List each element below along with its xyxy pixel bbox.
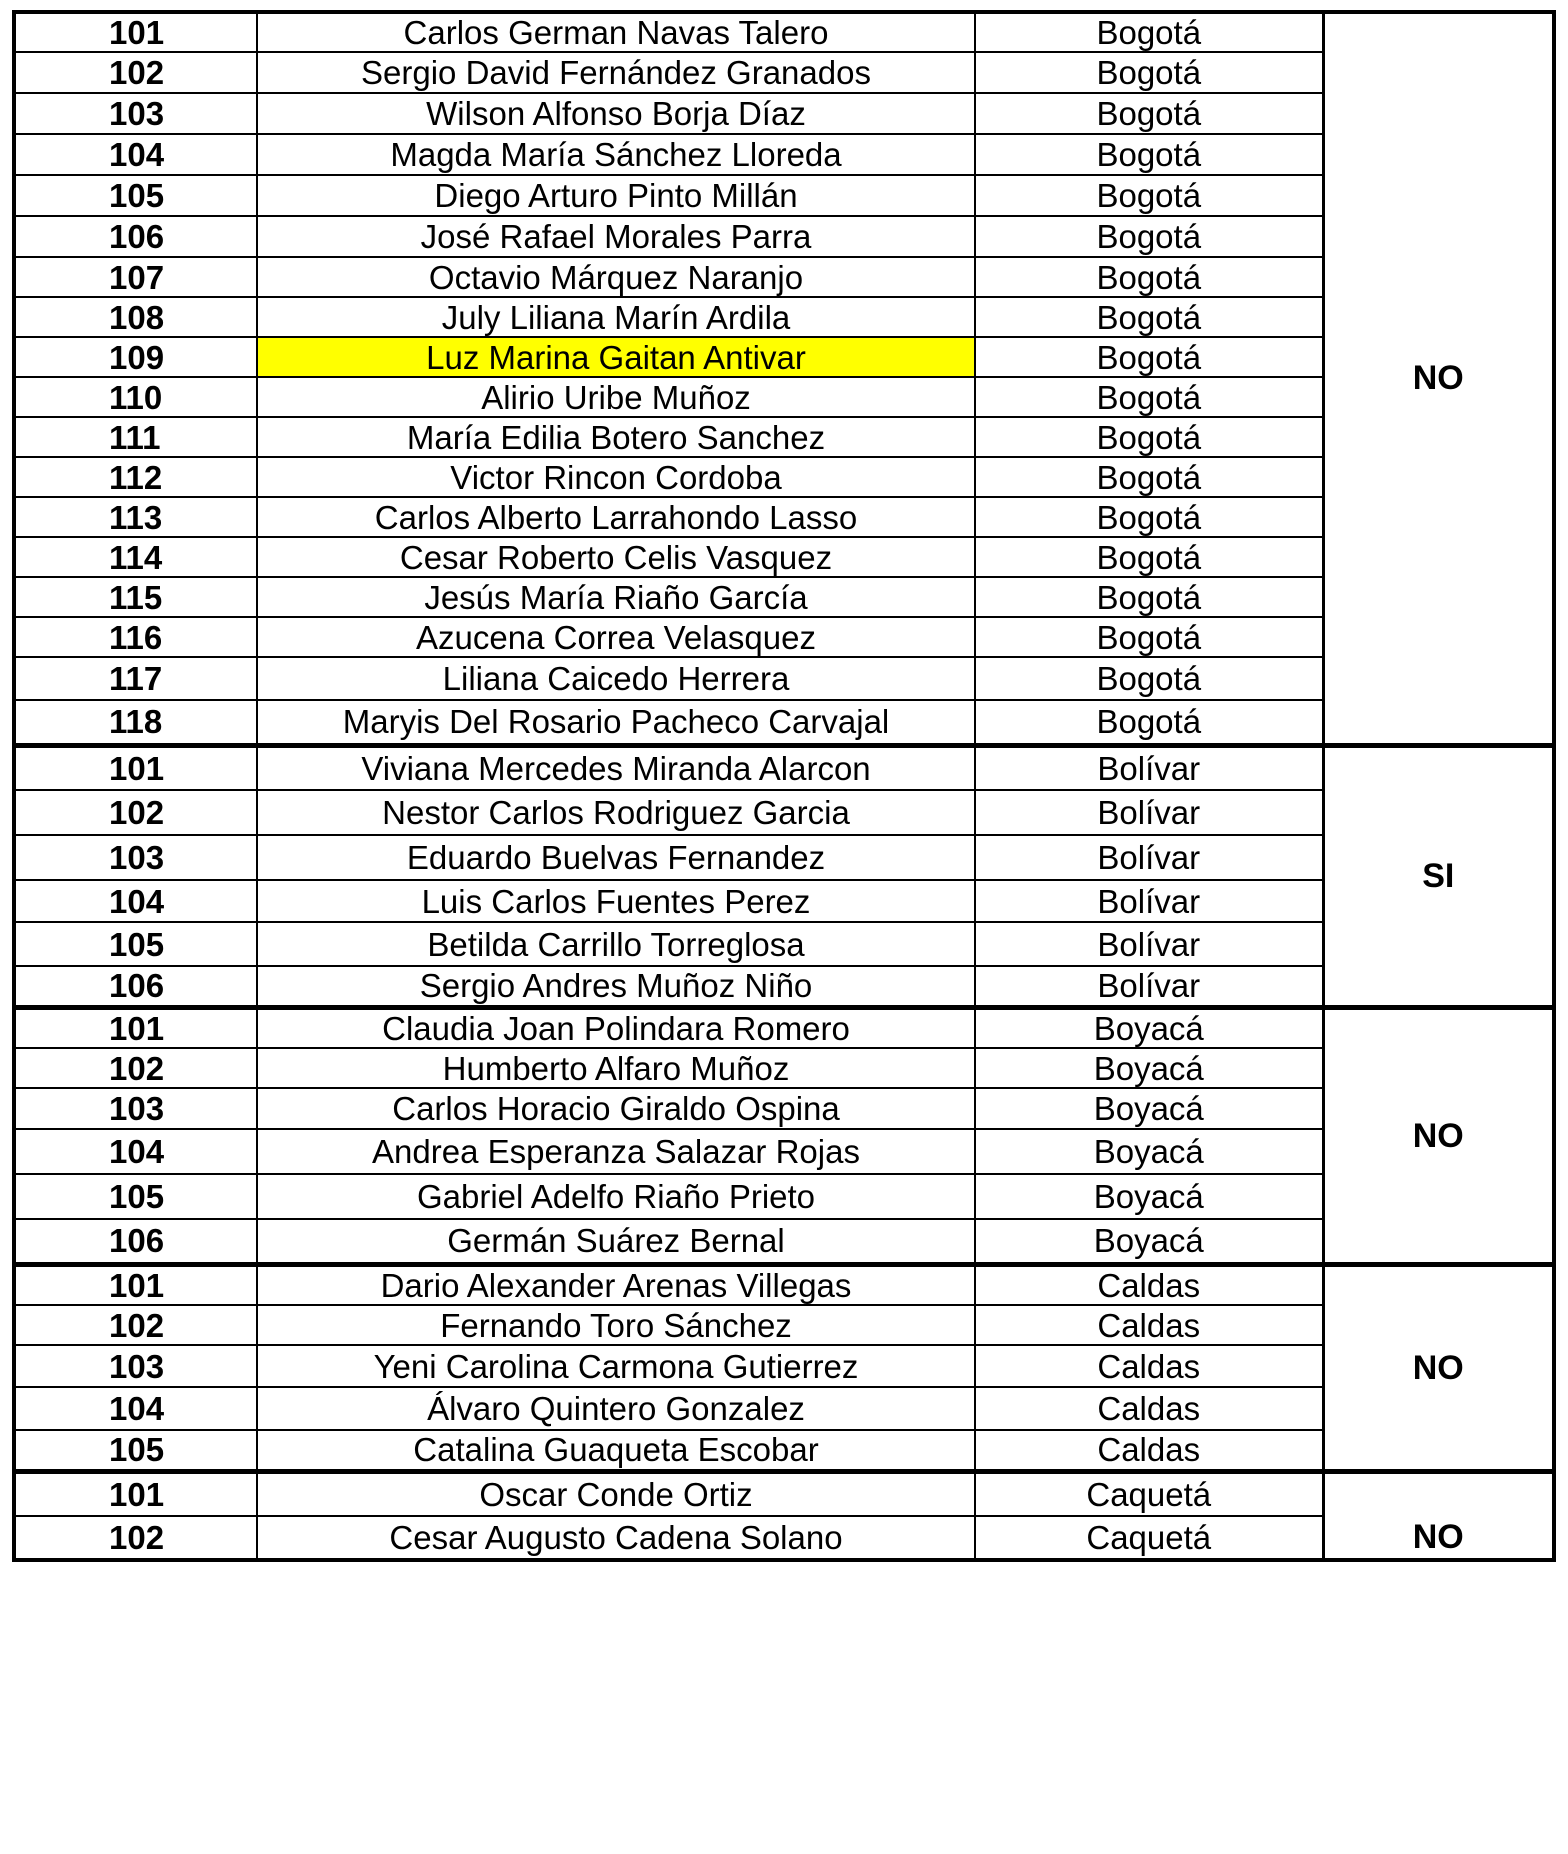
candidate-name: Victor Rincon Cordoba — [257, 457, 975, 497]
department-cell: Caldas — [975, 1345, 1323, 1387]
row-number: 102 — [14, 1048, 257, 1088]
department-cell: Boyacá — [975, 1174, 1323, 1219]
row-number: 111 — [14, 417, 257, 457]
candidate-name: Álvaro Quintero Gonzalez — [257, 1387, 975, 1430]
candidate-name: Catalina Guaqueta Escobar — [257, 1430, 975, 1471]
department-cell: Bogotá — [975, 657, 1323, 700]
department-cell: Bogotá — [975, 497, 1323, 537]
candidate-name: Carlos German Navas Talero — [257, 12, 975, 52]
department-cell: Bolívar — [975, 835, 1323, 880]
row-number: 106 — [14, 216, 257, 257]
table-row — [14, 1264, 1554, 1305]
row-number: 109 — [14, 337, 257, 377]
row-number: 104 — [14, 1387, 257, 1430]
department-cell: Bolívar — [975, 922, 1323, 966]
department-cell: Bogotá — [975, 134, 1323, 175]
row-number: 116 — [14, 617, 257, 657]
department-cell: Bolívar — [975, 880, 1323, 922]
candidate-name: Cesar Augusto Cadena Solano — [257, 1516, 975, 1560]
row-number: 104 — [14, 134, 257, 175]
candidate-name: Luis Carlos Fuentes Perez — [257, 880, 975, 922]
department-cell: Bogotá — [975, 457, 1323, 497]
department-cell: Bogotá — [975, 417, 1323, 457]
candidate-name: July Liliana Marín Ardila — [257, 297, 975, 337]
candidate-name: Liliana Caicedo Herrera — [257, 657, 975, 700]
candidate-name-highlighted: Luz Marina Gaitan Antivar — [257, 337, 975, 377]
candidate-name: Azucena Correa Velasquez — [257, 617, 975, 657]
row-number: 102 — [14, 1516, 257, 1560]
candidate-name: María Edilia Botero Sanchez — [257, 417, 975, 457]
candidate-name: Claudia Joan Polindara Romero — [257, 1007, 975, 1048]
row-number: 102 — [14, 790, 257, 835]
candidate-name: Fernando Toro Sánchez — [257, 1305, 975, 1345]
table-row — [14, 745, 1554, 790]
department-cell: Bolívar — [975, 745, 1323, 790]
department-cell: Bolívar — [975, 790, 1323, 835]
candidate-name: Viviana Mercedes Miranda Alarcon — [257, 745, 975, 790]
department-cell: Boyacá — [975, 1129, 1323, 1174]
department-cell: Bogotá — [975, 577, 1323, 617]
group-flag: NO — [1323, 12, 1554, 745]
department-cell: Caldas — [975, 1430, 1323, 1471]
candidate-name: Yeni Carolina Carmona Gutierrez — [257, 1345, 975, 1387]
row-number: 113 — [14, 497, 257, 537]
candidate-name: Sergio Andres Muñoz Niño — [257, 966, 975, 1007]
department-cell: Bogotá — [975, 377, 1323, 417]
department-cell: Caquetá — [975, 1516, 1323, 1560]
candidate-name: Sergio David Fernández Granados — [257, 52, 975, 93]
row-number: 114 — [14, 537, 257, 577]
department-cell: Bogotá — [975, 12, 1323, 52]
department-cell: Bogotá — [975, 700, 1323, 745]
candidate-name: Wilson Alfonso Borja Díaz — [257, 93, 975, 134]
row-number: 103 — [14, 835, 257, 880]
row-number: 105 — [14, 922, 257, 966]
row-number: 117 — [14, 657, 257, 700]
row-number: 103 — [14, 1088, 257, 1129]
candidate-name: Diego Arturo Pinto Millán — [257, 175, 975, 216]
candidates-table — [12, 10, 1556, 1562]
candidate-name: Oscar Conde Ortiz — [257, 1471, 975, 1516]
department-cell: Boyacá — [975, 1088, 1323, 1129]
department-cell: Boyacá — [975, 1048, 1323, 1088]
group-flag: NO — [1323, 1007, 1554, 1264]
row-number: 118 — [14, 700, 257, 745]
row-number: 106 — [14, 966, 257, 1007]
row-number: 103 — [14, 1345, 257, 1387]
group-flag: SI — [1323, 745, 1554, 1007]
candidate-name: Gabriel Adelfo Riaño Prieto — [257, 1174, 975, 1219]
candidate-name: Dario Alexander Arenas Villegas — [257, 1264, 975, 1305]
department-cell: Bogotá — [975, 52, 1323, 93]
row-number: 104 — [14, 880, 257, 922]
department-cell: Caldas — [975, 1264, 1323, 1305]
candidate-name: Carlos Alberto Larrahondo Lasso — [257, 497, 975, 537]
row-number: 101 — [14, 1471, 257, 1516]
row-number: 103 — [14, 93, 257, 134]
row-number: 108 — [14, 297, 257, 337]
department-cell: Bogotá — [975, 537, 1323, 577]
candidate-name: Maryis Del Rosario Pacheco Carvajal — [257, 700, 975, 745]
candidate-name: Humberto Alfaro Muñoz — [257, 1048, 975, 1088]
table-row — [14, 1007, 1554, 1048]
row-number: 110 — [14, 377, 257, 417]
candidate-name: Germán Suárez Bernal — [257, 1219, 975, 1264]
candidate-name: Andrea Esperanza Salazar Rojas — [257, 1129, 975, 1174]
candidate-name: Jesús María Riaño García — [257, 577, 975, 617]
row-number: 101 — [14, 1007, 257, 1048]
group-flag: NO — [1323, 1264, 1554, 1471]
table-row — [14, 12, 1554, 52]
department-cell: Caldas — [975, 1305, 1323, 1345]
department-cell: Boyacá — [975, 1219, 1323, 1264]
candidate-name: Octavio Márquez Naranjo — [257, 257, 975, 297]
department-cell: Boyacá — [975, 1007, 1323, 1048]
department-cell: Bogotá — [975, 93, 1323, 134]
department-cell: Bogotá — [975, 175, 1323, 216]
department-cell: Bogotá — [975, 337, 1323, 377]
row-number: 105 — [14, 175, 257, 216]
row-number: 102 — [14, 1305, 257, 1345]
row-number: 101 — [14, 12, 257, 52]
candidate-name: Eduardo Buelvas Fernandez — [257, 835, 975, 880]
candidate-name: Magda María Sánchez Lloreda — [257, 134, 975, 175]
table-row — [14, 1471, 1554, 1516]
candidate-name: Cesar Roberto Celis Vasquez — [257, 537, 975, 577]
row-number: 105 — [14, 1430, 257, 1471]
row-number: 102 — [14, 52, 257, 93]
row-number: 101 — [14, 745, 257, 790]
row-number: 115 — [14, 577, 257, 617]
row-number: 112 — [14, 457, 257, 497]
row-number: 105 — [14, 1174, 257, 1219]
candidates-table-body — [14, 12, 1554, 1560]
department-cell: Bogotá — [975, 297, 1323, 337]
candidate-name: Carlos Horacio Giraldo Ospina — [257, 1088, 975, 1129]
department-cell: Bolívar — [975, 966, 1323, 1007]
row-number: 107 — [14, 257, 257, 297]
row-number: 104 — [14, 1129, 257, 1174]
group-flag: NO — [1323, 1471, 1554, 1560]
row-number: 106 — [14, 1219, 257, 1264]
candidate-name: Nestor Carlos Rodriguez Garcia — [257, 790, 975, 835]
department-cell: Bogotá — [975, 257, 1323, 297]
candidate-name: Alirio Uribe Muñoz — [257, 377, 975, 417]
row-number: 101 — [14, 1264, 257, 1305]
candidate-name: José Rafael Morales Parra — [257, 216, 975, 257]
department-cell: Caquetá — [975, 1471, 1323, 1516]
department-cell: Bogotá — [975, 617, 1323, 657]
department-cell: Bogotá — [975, 216, 1323, 257]
department-cell: Caldas — [975, 1387, 1323, 1430]
candidate-name: Betilda Carrillo Torreglosa — [257, 922, 975, 966]
